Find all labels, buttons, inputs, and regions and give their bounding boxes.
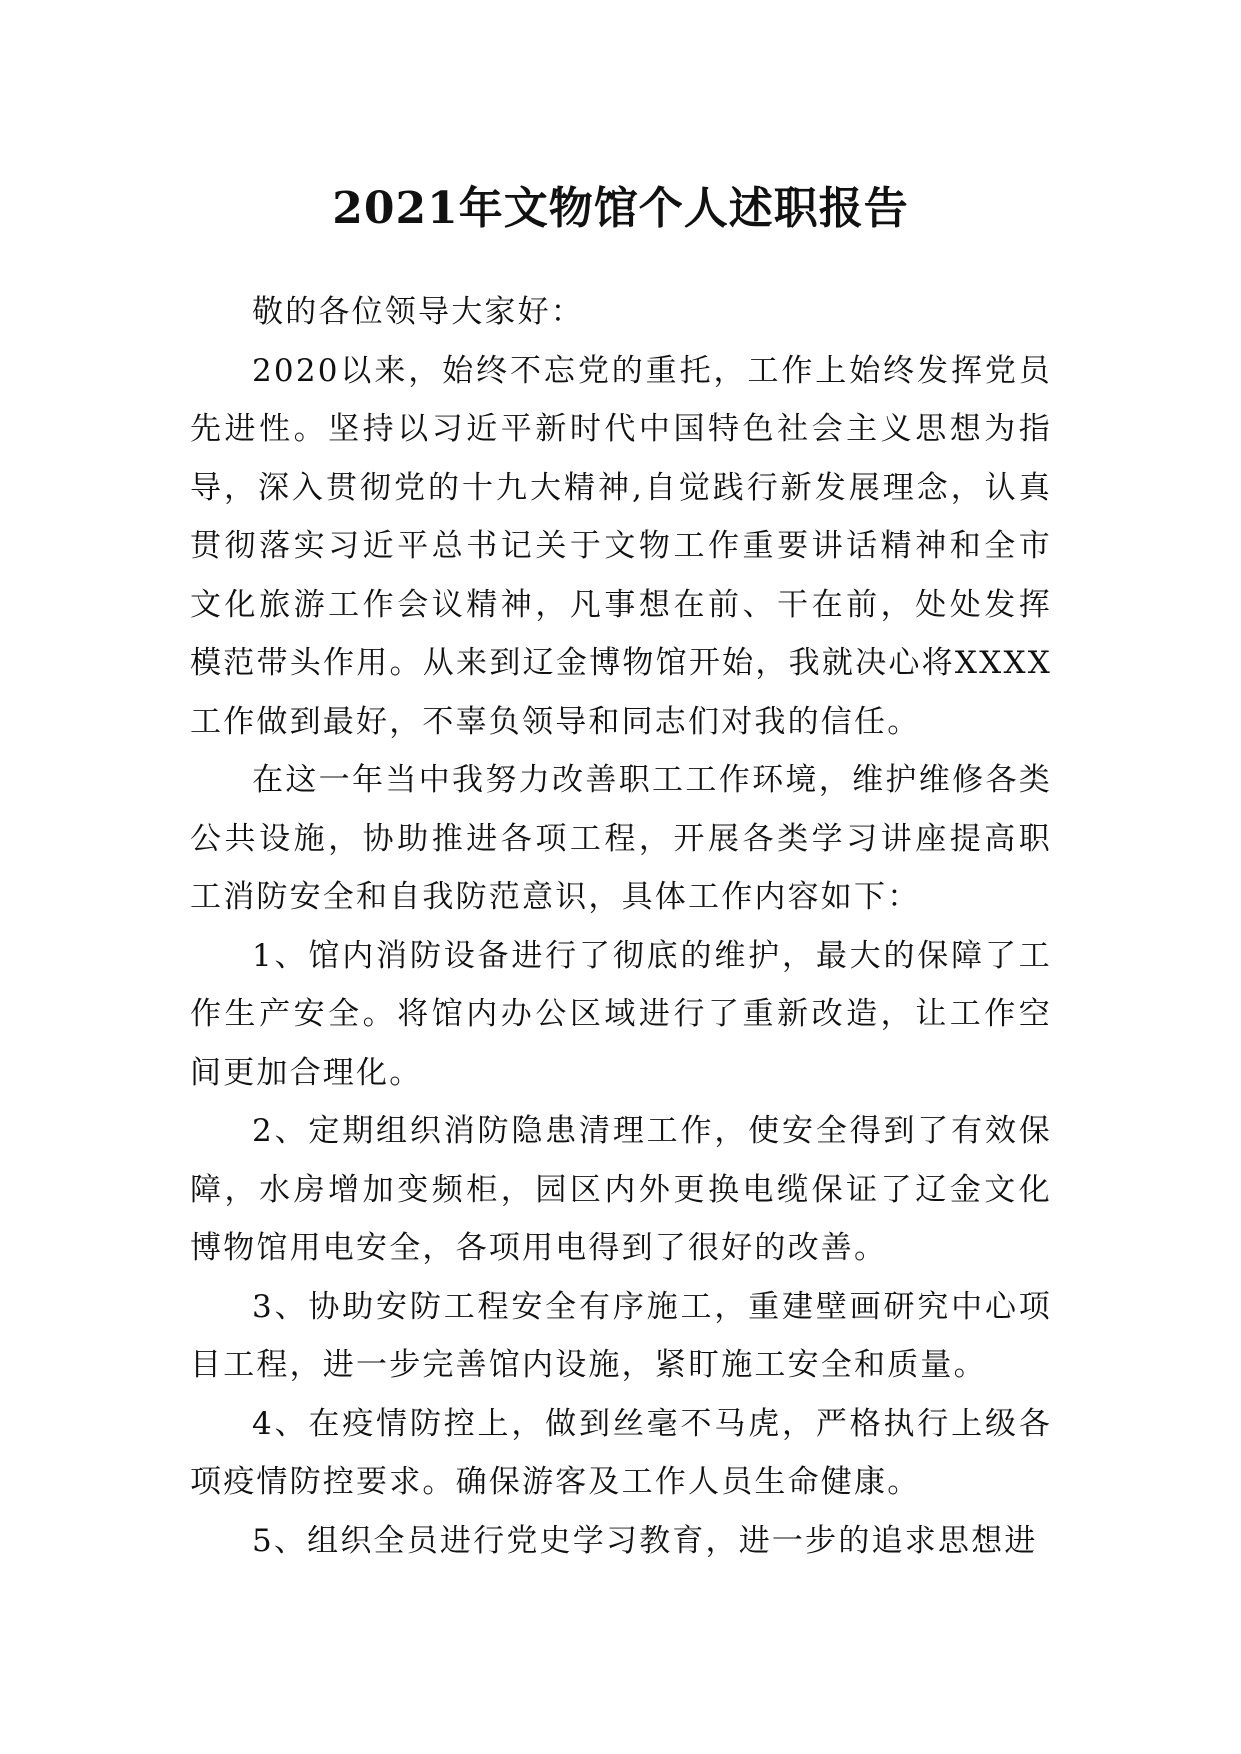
item-1-paragraph: 1、馆内消防设备进行了彻底的维护，最大的保障了工作生产安全。将馆内办公区域进行了重新改造，让工作空间更加合理化。 xyxy=(190,937,1052,1091)
work-summary-paragraph: 在这一年当中我努力改善职工工作环境，维护维修各类公共设施，协助推进各项工程，开展各类学习讲座提高职工消防安全和自我防范意识，具体工作内容如下： xyxy=(190,762,1052,915)
item-3-paragraph: 3、协助安防工程安全有序施工，重建壁画研究中心项目工程，进一步完善馆内设施，紧盯施工安全和质量。 xyxy=(190,1288,1052,1383)
intro-paragraph: 2020以来，始终不忘党的重托，工作上始终发挥党员先进性。坚持以习近平新时代中国特色社会主义思想为指导，深入贯彻党的十九大精神,自觉践行新发展理念，认真贯彻落实习近平总书记关于文物工作重要讲话精神和全市文化旅游工作会议精神，凡事想在前、干在前，处处发挥模范带头作用。从来到辽金博物馆开始，我就决心将XXXX工作做到最好，不辜负领导和同志们对我的信任。 xyxy=(190,352,1052,740)
item-2-paragraph: 2、定期组织消防隐患清理工作，使安全得到了有效保障，水房增加变频柜，园区内外更换电缆保证了辽金文化博物馆用电安全，各项用电得到了很好的改善。 xyxy=(190,1113,1052,1266)
item-4-paragraph: 4、在疫情防控上，做到丝毫不马虎，严格执行上级各项疫情防控要求。确保游客及工作人员生命健康。 xyxy=(190,1405,1052,1500)
salutation-paragraph: 敬的各位领导大家好： xyxy=(252,294,584,330)
document-body xyxy=(190,283,1052,1570)
item-5-paragraph: 5、组织全员进行党史学习教育，进一步的追求思想进 xyxy=(252,1522,1038,1559)
document-title: 2021年文物馆个人述职报告 xyxy=(332,183,909,235)
